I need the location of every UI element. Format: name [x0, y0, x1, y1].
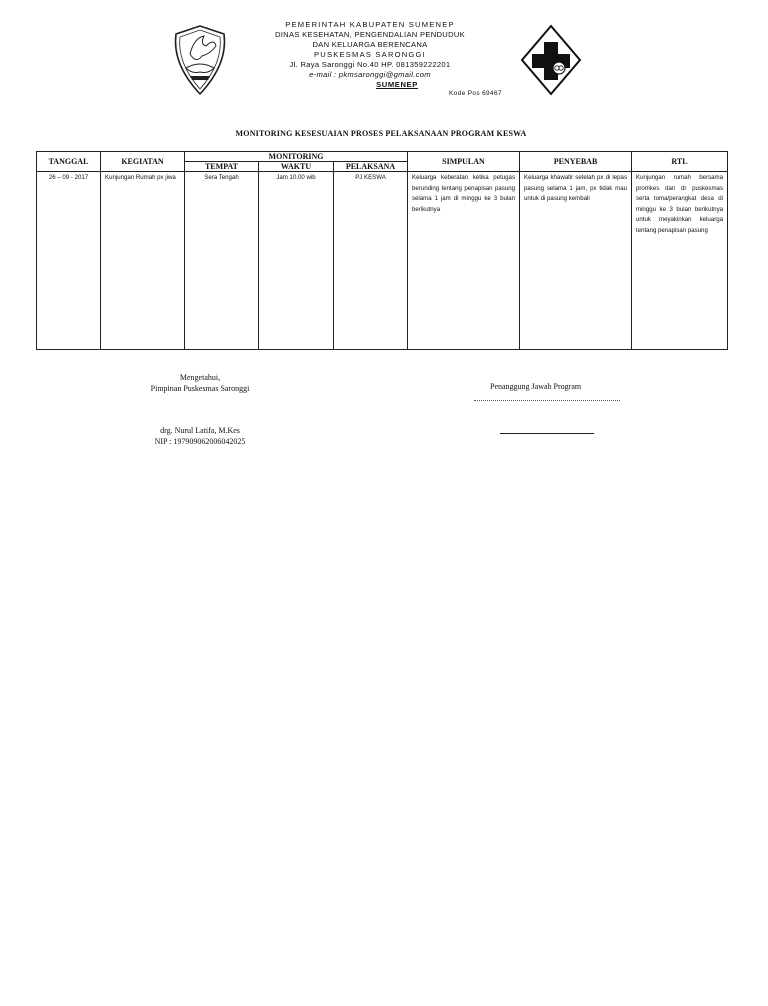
- letterhead-department-cont: DAN KELUARGA BERENCANA: [312, 40, 428, 49]
- signature-left-name: drg. Nurul Latifa, M.Kes: [160, 426, 240, 435]
- header-tempat: TEMPAT: [185, 162, 259, 172]
- signature-right-role: Penanggung Jawab Program: [490, 382, 582, 391]
- letterhead-government: PEMERINTAH KABUPATEN SUMENEP: [285, 20, 455, 29]
- signature-known-label: Mengetahui,: [179, 373, 221, 382]
- letterhead-email: e-mail : pkmsaronggi@gmail.com: [309, 70, 431, 79]
- postal-code: Kode Pos 69467: [449, 90, 502, 97]
- header-tanggal: TANGGAL: [37, 152, 101, 172]
- letterhead-address: Jl. Raya Saronggi No.40 HP. 081359222201: [289, 60, 451, 69]
- cell-kegiatan: Kunjungan Rumah px jiwa: [101, 172, 185, 350]
- header-penyebab: PENYEBAB: [520, 152, 632, 172]
- cell-simpulan: Keluarga keberatan ketika petugas berunding tentang penapisan pasung selama 1 jam di minggu ke 3 bulan berikutnya: [408, 172, 520, 350]
- signature-left-role: Pimpinan Puskesmas Saronggi: [150, 384, 250, 393]
- header-pelaksana: PELAKSANA: [334, 162, 408, 172]
- header-waktu: WAKTU: [259, 162, 334, 172]
- document-title: MONITORING KESESUAIAN PROSES PELAKSANAAN PROGRAM KESWA: [235, 129, 527, 138]
- cell-pelaksana: PJ KESWA: [334, 172, 408, 350]
- letterhead-department: DINAS KESEHATAN, PENGENDALIAN PENDUDUK: [274, 30, 466, 39]
- cell-waktu: Jam 10.00 wib: [259, 172, 334, 350]
- cell-penyebab: Keluarga khawatir setelah px di lepas pasung selama 1 jam, px tidak mau untuk di pasung kembali: [520, 172, 632, 350]
- signature-line: [500, 433, 594, 434]
- header-rtl: RTL: [632, 152, 728, 172]
- cell-tempat: Sera Tengah: [185, 172, 259, 350]
- table-row: [37, 172, 728, 350]
- header-simpulan: SIMPULAN: [408, 152, 520, 172]
- header-kegiatan: KEGIATAN: [101, 152, 185, 172]
- regency-crest-logo: [170, 24, 230, 96]
- header-monitoring: MONITORING: [185, 152, 408, 162]
- monitoring-table: [36, 151, 728, 350]
- signature-dotted-line: [474, 400, 620, 401]
- letterhead-puskesmas: PUSKESMAS SARONGGI: [314, 50, 426, 59]
- cell-tanggal: 26 – 09 - 2017: [37, 172, 101, 350]
- letterhead: [250, 20, 490, 90]
- signature-left-nip: NIP : 197909062006042025: [154, 437, 246, 446]
- cell-rtl: Kunjungan rumah bersama promkes dan dr puskesmas serta toma/perangkat desa di minggu ke 3 bulan berikutnya untuk meyakinkan keluarga tentang penapisan pasung: [632, 172, 728, 350]
- letterhead-city: SUMENEP: [376, 80, 418, 89]
- health-cross-logo: [520, 24, 582, 96]
